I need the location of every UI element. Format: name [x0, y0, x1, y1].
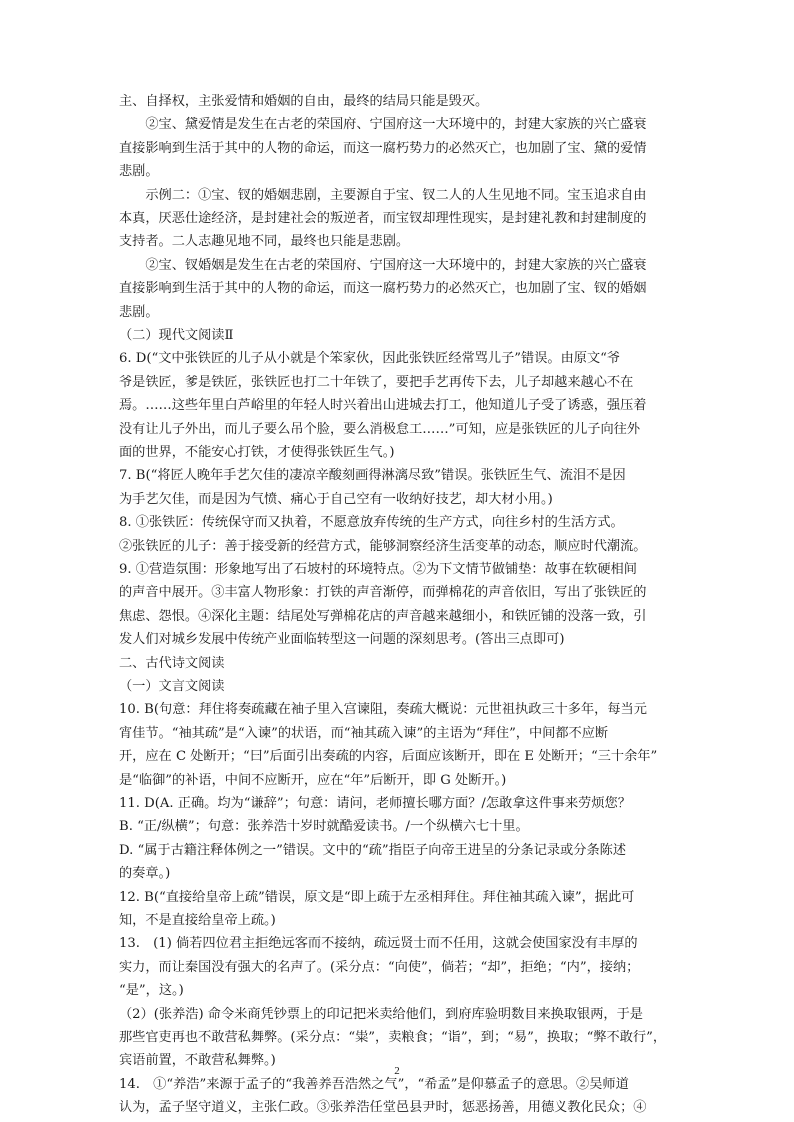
text-line: 悲剧。 — [119, 304, 159, 320]
text-line: D. “属于古籍注释体例之一”错误。文中的“疏”指臣子向帝王进呈的分条记录或分条陈述 — [119, 842, 627, 858]
text-line: 发人们对城乡发展中传统产业面临转型这一问题的深刻思考。(答出三点即可) — [119, 632, 565, 648]
text-line: 12. B(“直接给皇帝上疏”错误，原文是“即上疏于左丞相拜住。拜住袖其疏入谏”，据此可 — [119, 889, 635, 905]
text-line: 认为，孟子坚守道义，主张仁政。③张养浩任堂邑县尹时，惩恶扬善，用德义教化民众；④ — [119, 1100, 647, 1116]
text-line: 6. D(“文中张铁匠的儿子从小就是个笨家伙，因此张铁匠经常骂儿子”错误。由原文“爷 — [119, 351, 621, 367]
text-line: 开，应在 C 处断开；“曰”后面引出奏疏的内容，后面应该断开，即在 E 处断开；“三十余年” — [119, 749, 658, 765]
text-line: 8. ①张铁匠：传统保守而又执着，不愿意放弃传统的生产方式，向往乡村的生活方式。 — [119, 515, 624, 531]
text-line: 支持者。二人志趣见地不同，最终也只能是悲剧。 — [119, 234, 410, 250]
text-line: 的奏章。) — [119, 866, 171, 882]
text-line: 悲剧。 — [119, 164, 159, 180]
text-line: 实力，而让秦国没有强大的名声了。(采分点：“向使”，倘若；“却”，拒绝；“内”，接纳； — [119, 959, 640, 975]
text-line: 焦虑、怨恨。④深化主题：结尾处写弹棉花店的声音越来越细小，和铁匠铺的没落一致，引 — [119, 608, 647, 624]
text-line: 那些官吏再也不敢营私舞弊。(采分点：“粜”，卖粮食；“诣”，到；“易”，换取；“弊不敢行”， — [119, 1030, 667, 1045]
text-line: 本真，厌恶仕途经济，是封建社会的叛逆者，而宝钗却理性现实，是封建礼教和封建制度的 — [119, 211, 647, 226]
text-line: 9. ①营造氛围：形象地写出了石坡村的环境特点。②为下文情节做铺垫：故事在软硬相间 — [119, 562, 637, 577]
text-line: 14. ①“养浩”来源于孟子的“我善养吾浩然之气”，“希孟”是仰慕孟子的意思。②吴师道 — [119, 1076, 629, 1092]
text-line: 13. (1) 倘若四位君主拒绝远客而不接纳，疏远贤士而不任用，这就会使国家没有丰厚的 — [119, 936, 638, 952]
text-line: 直接影响到生活于其中的人物的命运，而这一腐朽势力的必然灭亡，也加剧了宝、黛的爱情 — [119, 140, 647, 156]
text-line: 主、自择权，主张爱情和婚姻的自由，最终的结局只能是毁灭。 — [119, 94, 489, 109]
text-line: ②宝、钗婚姻是发生在古老的荣国府、宁国府这一大环境中的，封建大家族的兴亡盛衰 — [119, 257, 647, 273]
text-line: 宾语前置，不敢营私舞弊。) — [119, 1053, 276, 1069]
text-line: 7. B(“将匠人晚年手艺欠佳的凄凉辛酸刻画得淋漓尽致”错误。张铁匠生气、流泪不是因 — [119, 468, 626, 484]
text-line: （一）文言文阅读 — [119, 679, 225, 694]
text-line: 10. B(句意：拜住将奏疏藏在袖子里入宫谏阻，奏疏大概说：元世祖执政三十多年，每当元 — [119, 702, 647, 718]
text-line: B. “正/纵横”；句意：张养浩十岁时就酷爱读书。/一个纵横六七十里。 — [119, 819, 529, 835]
text-line: 示例二：①宝、钗的婚姻悲剧，主要源自于宝、钗二人的人生见地不同。宝玉追求自由 — [119, 187, 647, 203]
page-number: 2 — [394, 1065, 400, 1077]
text-line: ②宝、黛爱情是发生在古老的荣国府、宁国府这一大环境中的，封建大家族的兴亡盛衰 — [119, 117, 647, 133]
text-line: （二）现代文阅读Ⅱ — [119, 328, 234, 343]
text-line: 宵佳节。“袖其疏”是“入谏”的状语，而“袖其疏入谏”的主语为“拜住”，中间都不应断 — [119, 725, 609, 741]
text-line: 11. D(A. 正确。均为“谦辞”；句意：请问，老师擅长哪方面？/怎敢拿这件事来劳烦您？ — [119, 796, 631, 811]
text-line: 直接影响到生活于其中的人物的命运，而这一腐朽势力的必然灭亡，也加剧了宝、钗的婚姻 — [119, 281, 647, 297]
text-line: 二、古代诗文阅读 — [119, 655, 225, 671]
text-line: 没有让儿子外出，而儿子要么吊个脸，要么消极怠工……”可知，应是张铁匠的儿子向往外 — [119, 421, 641, 437]
text-line: 爷是铁匠，爹是铁匠，张铁匠也打二十年铁了，要把手艺再传下去，儿子却越来越心不在 — [119, 374, 634, 390]
text-line: 焉。……这些年里白芦峪里的年轻人时兴着出山进城去打工，他知道儿子受了诱惑，强压着 — [119, 398, 647, 414]
text-line: 知，不是直接给皇帝上疏。) — [119, 913, 276, 928]
text-line: 的声音中展开。③丰富人物形象：打铁的声音渐停，而弹棉花的声音依旧，写出了张铁匠的 — [119, 585, 647, 601]
text-line: 为手艺欠佳，而是因为气愤、痛心于自己空有一收纳好技艺，却大材小用。) — [119, 491, 553, 507]
text-line: 是“临御”的补语，中间不应断开，应在“年”后断开，即 G 处断开。) — [119, 772, 507, 788]
text-line: ②张铁匠的儿子：善于接受新的经营方式，能够洞察经济生活变革的动态，顺应时代潮流。 — [119, 538, 647, 554]
text-line: “是”，这。) — [119, 983, 184, 999]
text-line: （2）(张养浩) 命令米商凭钞票上的印记把米卖给他们，到府库验明数目来换取银两，于是 — [119, 1006, 643, 1022]
text-line: 面的世界，不能安心打铁，才使得张铁匠生气。) — [119, 445, 395, 460]
